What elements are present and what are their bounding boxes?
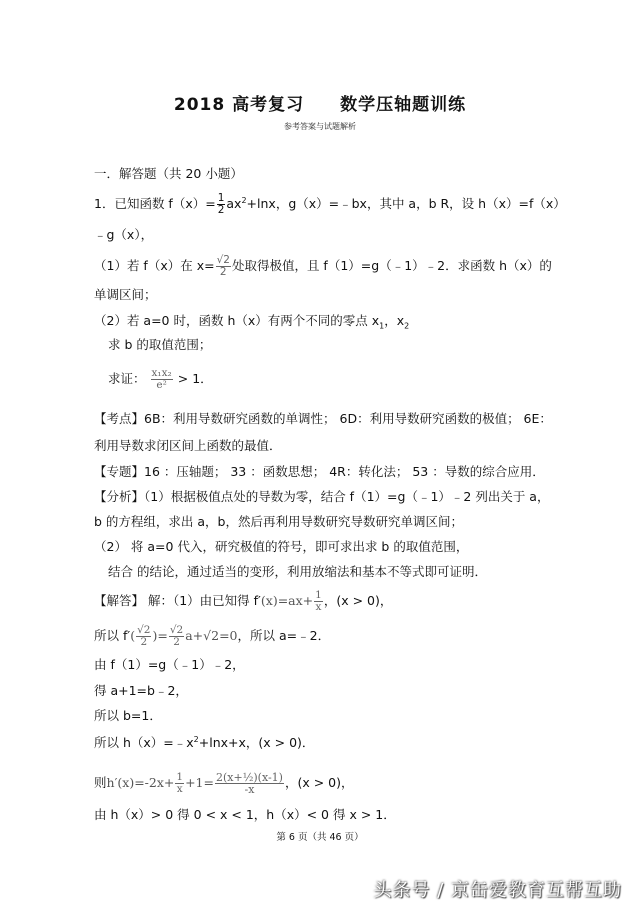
fenxi-line-2: b 的方程组，求出 a，b，然后再利用导数研究导数研究单调区间；: [94, 514, 463, 529]
solution-line-6: 所以 $h(x)=﹣x^2+\ln x+x$，(x > 0)．: [94, 735, 315, 751]
problem-line-3: （1）若 f（x）在 x= $\frac{√2}{2}$ 处取得极值，且 f（1）=g（﹣1）﹣2．求函数 h（x）的: [94, 254, 552, 278]
solution-line-4: 得 a+1=b﹣2，: [94, 683, 188, 698]
problem-line-2: ﹣g（x），: [94, 227, 154, 242]
problem-line-4: 单调区间；: [94, 287, 157, 302]
fenxi-line-4: 结合 的结论，通过适当的变形，利用放缩法和基本不等式即可证明．: [108, 564, 487, 579]
fraction-derivative: $\frac{\text{2(x+½)(x-1)}}{-x}$: [215, 771, 283, 796]
fraction-proof: $\frac{\text{x₁x₂}}{\text{e²}}$: [151, 367, 172, 391]
solution-line-5: 所以 b=1．: [94, 708, 162, 723]
section-heading: 一．解答题（共 20 小题）: [94, 166, 243, 181]
problem-line-1: 1．已知函数 f（x）= $\frac{1}{2}$ $ax^2+\ln x$，g（x）=﹣bx，其中 a，b R，设 h（x）=f（x）: [94, 192, 566, 217]
watermark: 头条号 / 京缶爱教育互帮互助: [373, 880, 622, 901]
zhuanti-line: 【专题】16 ：压轴题； 33 ：函数思想； 4R：转化法； 53 ：导数的综合应用．: [94, 464, 545, 479]
solution-line-2: 所以 f′( $\frac{√2}{2}$ )= $\frac{√2}{2}$ a+√2=0，所以 a=﹣2．: [94, 624, 331, 648]
problem-line-6: 求 b 的取值范围；: [108, 337, 212, 352]
page-subtitle: 参考答案与试题解析: [284, 122, 356, 131]
solution-line-7: 则h′(x)=-2x+ $\frac{1}{x}$ +1= $\frac{\text{2(x+½)(x-1)}}{-x}$ ，(x > 0)，: [94, 771, 354, 796]
fraction-sqrt2-over-2: $\frac{√2}{2}$: [216, 254, 230, 278]
fraction-half: $\frac{1}{2}$: [217, 192, 225, 217]
solution-line-3: 由 f（1）=g（﹣1）﹣2，: [94, 657, 245, 672]
fraction-one-over-x: $\frac{1}{x}$: [315, 589, 322, 613]
page-footer: 第 6 页（共 46 页）: [276, 832, 364, 843]
kaodian-line-1: 【考点】6B：利用导数研究函数的单调性； 6D：利用导数研究函数的极值； 6E：: [94, 411, 552, 426]
title-right: 数学压轴题训练: [340, 95, 467, 115]
solution-line-1: 【解答】 解：（1）由已知得 f′(x)=ax+ $\frac{1}{x}$ ，(x > 0)，: [94, 589, 393, 613]
fenxi-line-1: 【分析】（1）根据极值点处的导数为零，结合 f（1）=g（﹣1）﹣2 列出关于 a，: [94, 489, 550, 504]
solution-line-8: 由 h（x）> 0 得 0 < x < 1，h（x）< 0 得 x > 1．: [94, 807, 396, 822]
kaodian-line-2: 利用导数求闭区间上函数的最值．: [94, 438, 282, 453]
page-title: [0, 90, 640, 115]
title-left: 2018 高考复习: [173, 95, 305, 115]
proof-line: 求证： $\frac{\text{x₁x₂}}{\text{e²}}$ > 1．: [108, 367, 213, 391]
problem-line-5: （2）若 a=0 时，函数 h（x）有两个不同的零点 $x_1$，$x_2$: [94, 313, 410, 331]
fenxi-line-3: （2） 将 a=0 代入，研究极值的符号，即可求出求 b 的取值范围，: [94, 539, 469, 554]
